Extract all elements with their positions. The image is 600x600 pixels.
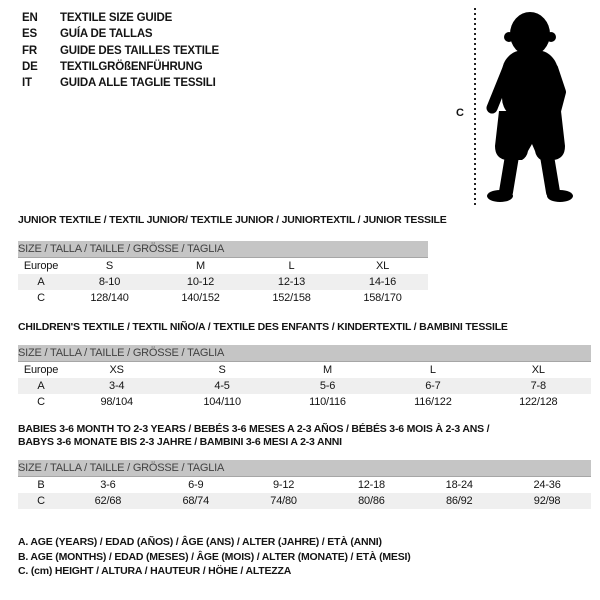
babies-section-title-line1: BABIES 3-6 MONTH TO 2-3 YEARS / BEBÉS 3-6 MESES A 2-3 AÑOS / BÉBÉS 3-6 MOIS À 2-3 ANS / (18, 423, 490, 435)
table-row (18, 394, 591, 410)
cell: 152/158 (272, 292, 311, 304)
cell: 110/116 (309, 396, 346, 408)
cell: 6-9 (188, 479, 204, 491)
cell: 122/128 (519, 396, 558, 408)
lang-title: GUIDA ALLE TAGLIE TESSILI (60, 77, 216, 90)
table-header-row (18, 241, 428, 258)
cell: 12-13 (246, 274, 337, 290)
cell: 10-12 (155, 274, 246, 290)
note-age-years: A. AGE (YEARS) / EDAD (AÑOS) / ÂGE (ANS) / ALTER (JAHRE) / ETÀ (ANNI) (18, 536, 382, 548)
cell: XL (375, 260, 390, 272)
table-row (18, 258, 428, 275)
height-measure-label: C (456, 107, 464, 119)
cell: 14-16 (337, 274, 428, 290)
lang-title: TEXTILE SIZE GUIDE (60, 12, 173, 24)
height-measure-dotted-line (474, 8, 476, 206)
lang-row-it (22, 75, 219, 91)
row-label: A (18, 378, 64, 394)
junior-section-title: JUNIOR TEXTILE / TEXTIL JUNIOR/ TEXTILE JUNIOR / JUNIORTEXTIL / JUNIOR TESSILE (18, 214, 447, 226)
row-label: Europe (23, 364, 59, 376)
cell: 62/68 (64, 493, 152, 509)
cell: 80/86 (327, 493, 415, 509)
cell: 24-36 (533, 479, 561, 491)
children-size-table (18, 345, 591, 410)
row-label: C (18, 493, 64, 509)
lang-code: ES (22, 28, 37, 41)
cell: 6-7 (380, 378, 485, 394)
cell: 7-8 (486, 378, 591, 394)
table-row (18, 493, 591, 509)
cell: 9-12 (272, 479, 295, 491)
babies-section-title-line2: BABYS 3-6 MONATE BIS 2-3 JAHRE / BAMBINI 3-6 MESI A 2-3 ANNI (18, 436, 342, 448)
table-row (18, 477, 591, 494)
cell: S (218, 364, 226, 376)
cell: L (429, 364, 436, 376)
cell: 12-18 (357, 479, 385, 491)
lang-code: FR (22, 44, 37, 57)
babies-size-table (18, 460, 591, 509)
lang-title: TEXTILGRÖßENFÜHRUNG (60, 60, 203, 73)
cell: 158/170 (363, 292, 402, 304)
language-title-list (22, 10, 219, 91)
cell: L (288, 260, 295, 272)
cell: 104/110 (203, 396, 241, 408)
baby-silhouette-icon (485, 8, 585, 203)
junior-size-table (18, 241, 428, 306)
cell: S (105, 260, 114, 272)
size-header-bar: SIZE / TALLA / TAILLE / GRÖSSE / TAGLIA (18, 460, 591, 477)
note-height-cm: C. (cm) HEIGHT / ALTURA / HAUTEUR / HÖHE / ALTEZZA (18, 565, 292, 578)
cell: 86/92 (415, 493, 503, 509)
lang-code: IT (22, 77, 32, 90)
lang-code: DE (22, 60, 38, 73)
cell: 68/74 (152, 493, 240, 509)
cell: 116/122 (414, 396, 452, 408)
cell: 74/80 (240, 493, 328, 509)
lang-row-en (22, 10, 219, 26)
cell: 5-6 (275, 378, 380, 394)
table-header-row (18, 460, 591, 477)
lang-row-fr (22, 43, 219, 59)
row-label: C (37, 292, 45, 304)
cell: 3-4 (64, 378, 169, 394)
cell: XL (531, 364, 545, 376)
row-label: C (37, 396, 45, 408)
table-row (18, 290, 428, 306)
cell: 8-10 (64, 274, 155, 290)
size-header-bar: SIZE / TALLA / TAILLE / GRÖSSE / TAGLIA (18, 345, 591, 362)
table-row (18, 362, 591, 379)
lang-row-de (22, 59, 219, 75)
row-label: B (37, 479, 45, 491)
lang-title: GUIDE DES TAILLES TEXTILE (60, 44, 219, 57)
cell: 4-5 (169, 378, 274, 394)
cell: 128/140 (90, 292, 129, 304)
cell: 3-6 (100, 479, 116, 491)
children-section-title: CHILDREN'S TEXTILE / TEXTIL NIÑO/A / TEXTILE DES ENFANTS / KINDERTEXTIL / BAMBINI TESSILE (18, 321, 508, 333)
lang-row-es (22, 26, 219, 42)
legend-notes (18, 535, 411, 579)
cell: 98/104 (100, 396, 133, 408)
note-age-months: B. AGE (MONTHS) / EDAD (MESES) / ÂGE (MOIS) / ALTER (MONATE) / ETÀ (MESI) (18, 550, 411, 563)
row-label: Europe (23, 260, 59, 272)
cell: 140/152 (181, 292, 220, 304)
table-header-row (18, 345, 591, 362)
row-label: A (18, 274, 64, 290)
cell: M (196, 260, 205, 272)
cell: 92/98 (503, 493, 591, 509)
table-row (18, 378, 591, 394)
size-header-bar: SIZE / TALLA / TAILLE / GRÖSSE / TAGLIA (18, 241, 428, 258)
cell: XS (109, 364, 124, 376)
cell: 18-24 (445, 479, 473, 491)
lang-title: GUÍA DE TALLAS (60, 28, 153, 41)
lang-code: EN (22, 12, 38, 24)
table-row (18, 274, 428, 290)
cell: M (322, 364, 332, 376)
